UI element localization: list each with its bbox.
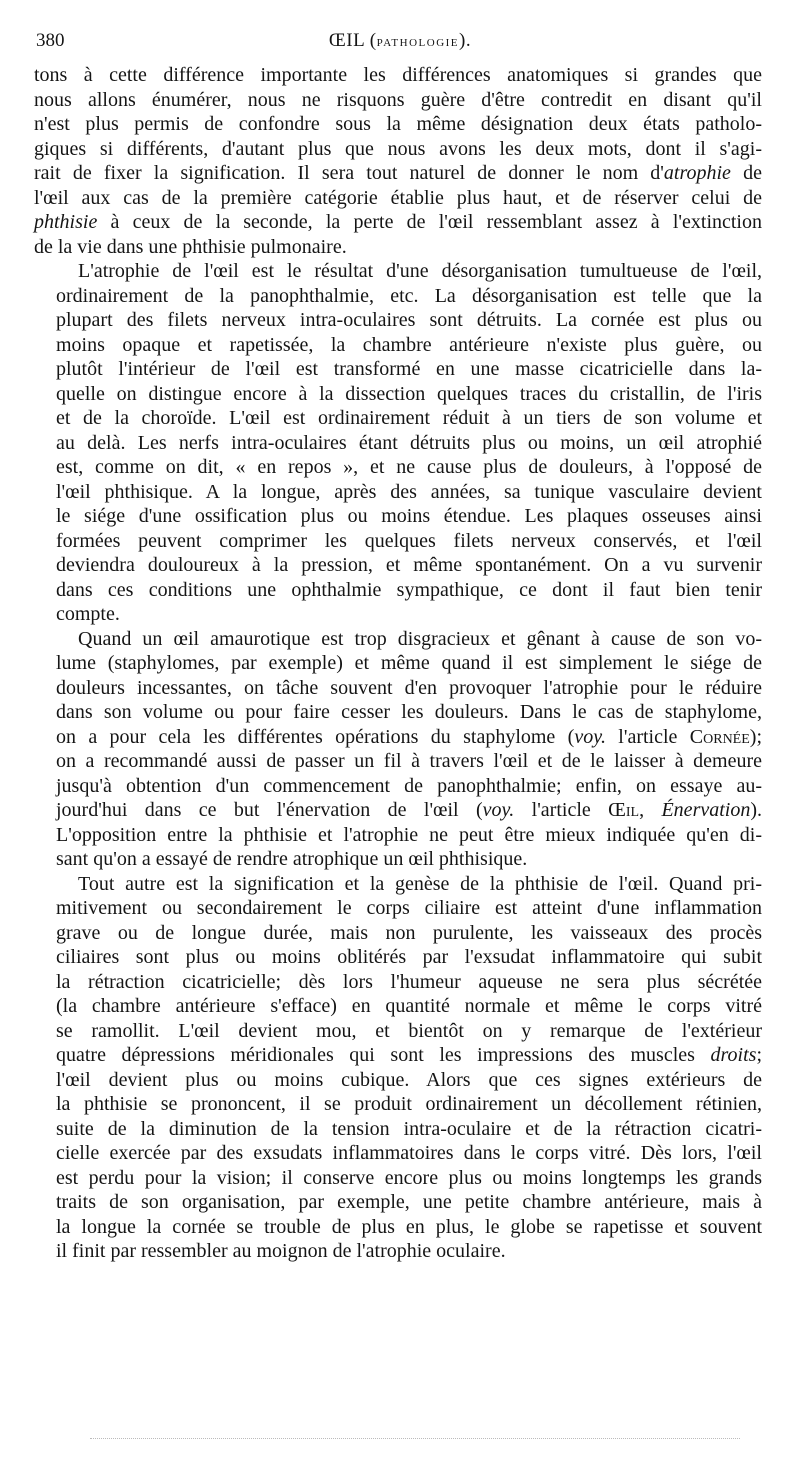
running-header bbox=[36, 30, 764, 60]
text-line: se ramollit. L'œil devient mou, et bientôt on y remarque de l'extérieur bbox=[56, 1019, 762, 1042]
running-title-main: ŒIL ( bbox=[328, 30, 377, 51]
text-line: la longue la cornée se trouble de plus en plus, le globe se rapetisse et souvent bbox=[56, 1215, 762, 1238]
text-line: on a recommandé aussi de passer un fil à travers l'œil et de le laisser à demeure bbox=[56, 750, 762, 772]
running-title-subject: pathologie bbox=[376, 33, 460, 50]
text-line: la phthisie se prononcent, il se produit ordinairement un décollement rétinien, bbox=[56, 1093, 762, 1115]
text-line: il finit par ressembler au moignon de l'atrophie oculaire. bbox=[56, 1240, 506, 1262]
text-line: tons à cette différence importante les différences anatomiques si grandes que bbox=[34, 64, 762, 86]
text-line: sant qu'on a essayé de rendre atrophique un œil phthisique. bbox=[56, 848, 528, 870]
text-line: l'œil aux cas de la première catégorie établie plus haut, et de réserver celui de bbox=[34, 186, 762, 209]
text-line: grave ou de longue durée, mais non purulente, les vaisseaux des procès bbox=[56, 921, 762, 944]
text-line: formées peuvent comprimer les quelques filets nerveux conservés, et l'œil bbox=[56, 529, 762, 552]
text-line: au delà. Les nerfs intra-oculaires étant détruits plus ou moins, un œil atrophié bbox=[56, 431, 762, 454]
text-line: moins opaque et rapetissée, la chambre antérieure n'existe plus guère, ou bbox=[56, 333, 762, 356]
running-title-end: ). bbox=[459, 30, 472, 51]
text-line: suite de la diminution de la tension intra-oculaire et de la rétraction cicatri- bbox=[56, 1117, 762, 1140]
text-line: jusqu'à obtention d'un commencement de panophthalmie; enfin, on essaye au- bbox=[56, 774, 762, 797]
text-line: de la vie dans une phthisie pulmonaire. bbox=[34, 235, 347, 258]
text-line: cielle exercée par des exsudats inflammatoires dans le corps vitré. Dès lors, l'œil bbox=[56, 1142, 762, 1164]
text-line: n'est plus permis de confondre sous la même désignation deux états patholo- bbox=[34, 113, 762, 135]
paragraph bbox=[34, 627, 762, 872]
text-line: quelle on distingue encore à la dissection quelques traces du cristallin, de l'iris bbox=[56, 382, 762, 405]
text-line: la rétraction cicatricielle; dès lors l'humeur aqueuse ne sera plus sécrétée bbox=[56, 970, 762, 993]
text-line: giques si différents, d'autant plus que nous avons les deux mots, dont il s'agi- bbox=[34, 137, 762, 160]
running-title bbox=[36, 30, 764, 52]
text-line: l'œil phthisique. A la longue, après des années, sa tunique vasculaire devient bbox=[56, 480, 762, 503]
text-line: Quand un œil amaurotique est trop disgracieux et gênant à cause de son vo- bbox=[78, 627, 762, 650]
paragraph bbox=[34, 259, 762, 627]
text-line: dans son volume ou pour faire cesser les douleurs. Dans le cas de staphylome, bbox=[56, 701, 762, 723]
text-line: mitivement ou secondairement le corps ciliaire est atteint d'une inflammation bbox=[56, 897, 762, 919]
text-line: L'opposition entre la phthisie et l'atrophie ne peut être mieux indiquée qu'en di- bbox=[56, 823, 762, 846]
text-line: lume (staphylomes, par exemple) et même quand il est simplement le siége de bbox=[56, 652, 762, 674]
text-line: jourd'hui dans ce but l'énervation de l'œil (voy. l'article Œil, Énervation). bbox=[56, 799, 763, 821]
text-line: est perdu pour la vision; il conserve encore plus ou moins longtemps les grands bbox=[56, 1166, 762, 1189]
body-text bbox=[34, 63, 762, 1264]
footer-rule bbox=[90, 1438, 740, 1441]
text-line: compte. bbox=[56, 603, 120, 625]
text-line: deviendra douloureux à la pression, et même spontanément. On a vu survenir bbox=[56, 554, 762, 576]
text-line: plupart des filets nerveux intra-oculaires sont détruits. La cornée est plus ou bbox=[56, 309, 762, 331]
text-line: plutôt l'intérieur de l'œil est transformé en une masse cicatricielle dans la- bbox=[56, 358, 762, 380]
text-line: ciliaires sont plus ou moins oblitérés par l'exsudat inflammatoire qui subit bbox=[56, 946, 762, 968]
text-line: et de la choroïde. L'œil est ordinairement réduit à un tiers de son volume et bbox=[56, 407, 762, 429]
page-number: 380 bbox=[36, 30, 65, 51]
paragraph bbox=[34, 872, 762, 1264]
text-line: Tout autre est la signification et la genèse de la phthisie de l'œil. Quand pri- bbox=[78, 872, 762, 895]
text-line: rait de fixer la signification. Il sera tout naturel de donner le nom d'atrophie de bbox=[34, 162, 762, 184]
text-line: le siége d'une ossification plus ou moins étendue. Les plaques osseuses ainsi bbox=[56, 505, 762, 527]
text-line: l'œil devient plus ou moins cubique. Alors que ces signes extérieurs de bbox=[56, 1068, 762, 1091]
text-line: on a pour cela les différentes opérations du staphylome (voy. l'article Cornée); bbox=[56, 725, 763, 748]
text-line: ordinairement de la panophthalmie, etc. La désorganisation est telle que la bbox=[56, 284, 762, 307]
text-line: dans ces conditions une ophthalmie sympathique, ce dont il faut bien tenir bbox=[56, 578, 762, 601]
text-line: nous allons énumérer, nous ne risquons guère d'être contredit en disant qu'il bbox=[34, 88, 762, 111]
text-line: douleurs incessantes, on tâche souvent d'en provoquer l'atrophie pour le réduire bbox=[56, 676, 762, 699]
text-line: est, comme on dit, « en repos », et ne cause plus de douleurs, à l'opposé de bbox=[56, 456, 762, 478]
text-line: traits de son organisation, par exemple, une petite chambre antérieure, mais à bbox=[56, 1191, 762, 1213]
text-line: quatre dépressions méridionales qui sont les impressions des muscles droits; bbox=[56, 1044, 762, 1066]
text-line: L'atrophie de l'œil est le résultat d'une désorganisation tumultueuse de l'œil, bbox=[78, 260, 762, 282]
text-line: (la chambre antérieure s'efface) en quantité normale et même le corps vitré bbox=[56, 995, 762, 1017]
paragraph bbox=[34, 63, 762, 259]
text-line: phthisie à ceux de la seconde, la perte de l'œil ressemblant assez à l'extinction bbox=[34, 211, 762, 233]
